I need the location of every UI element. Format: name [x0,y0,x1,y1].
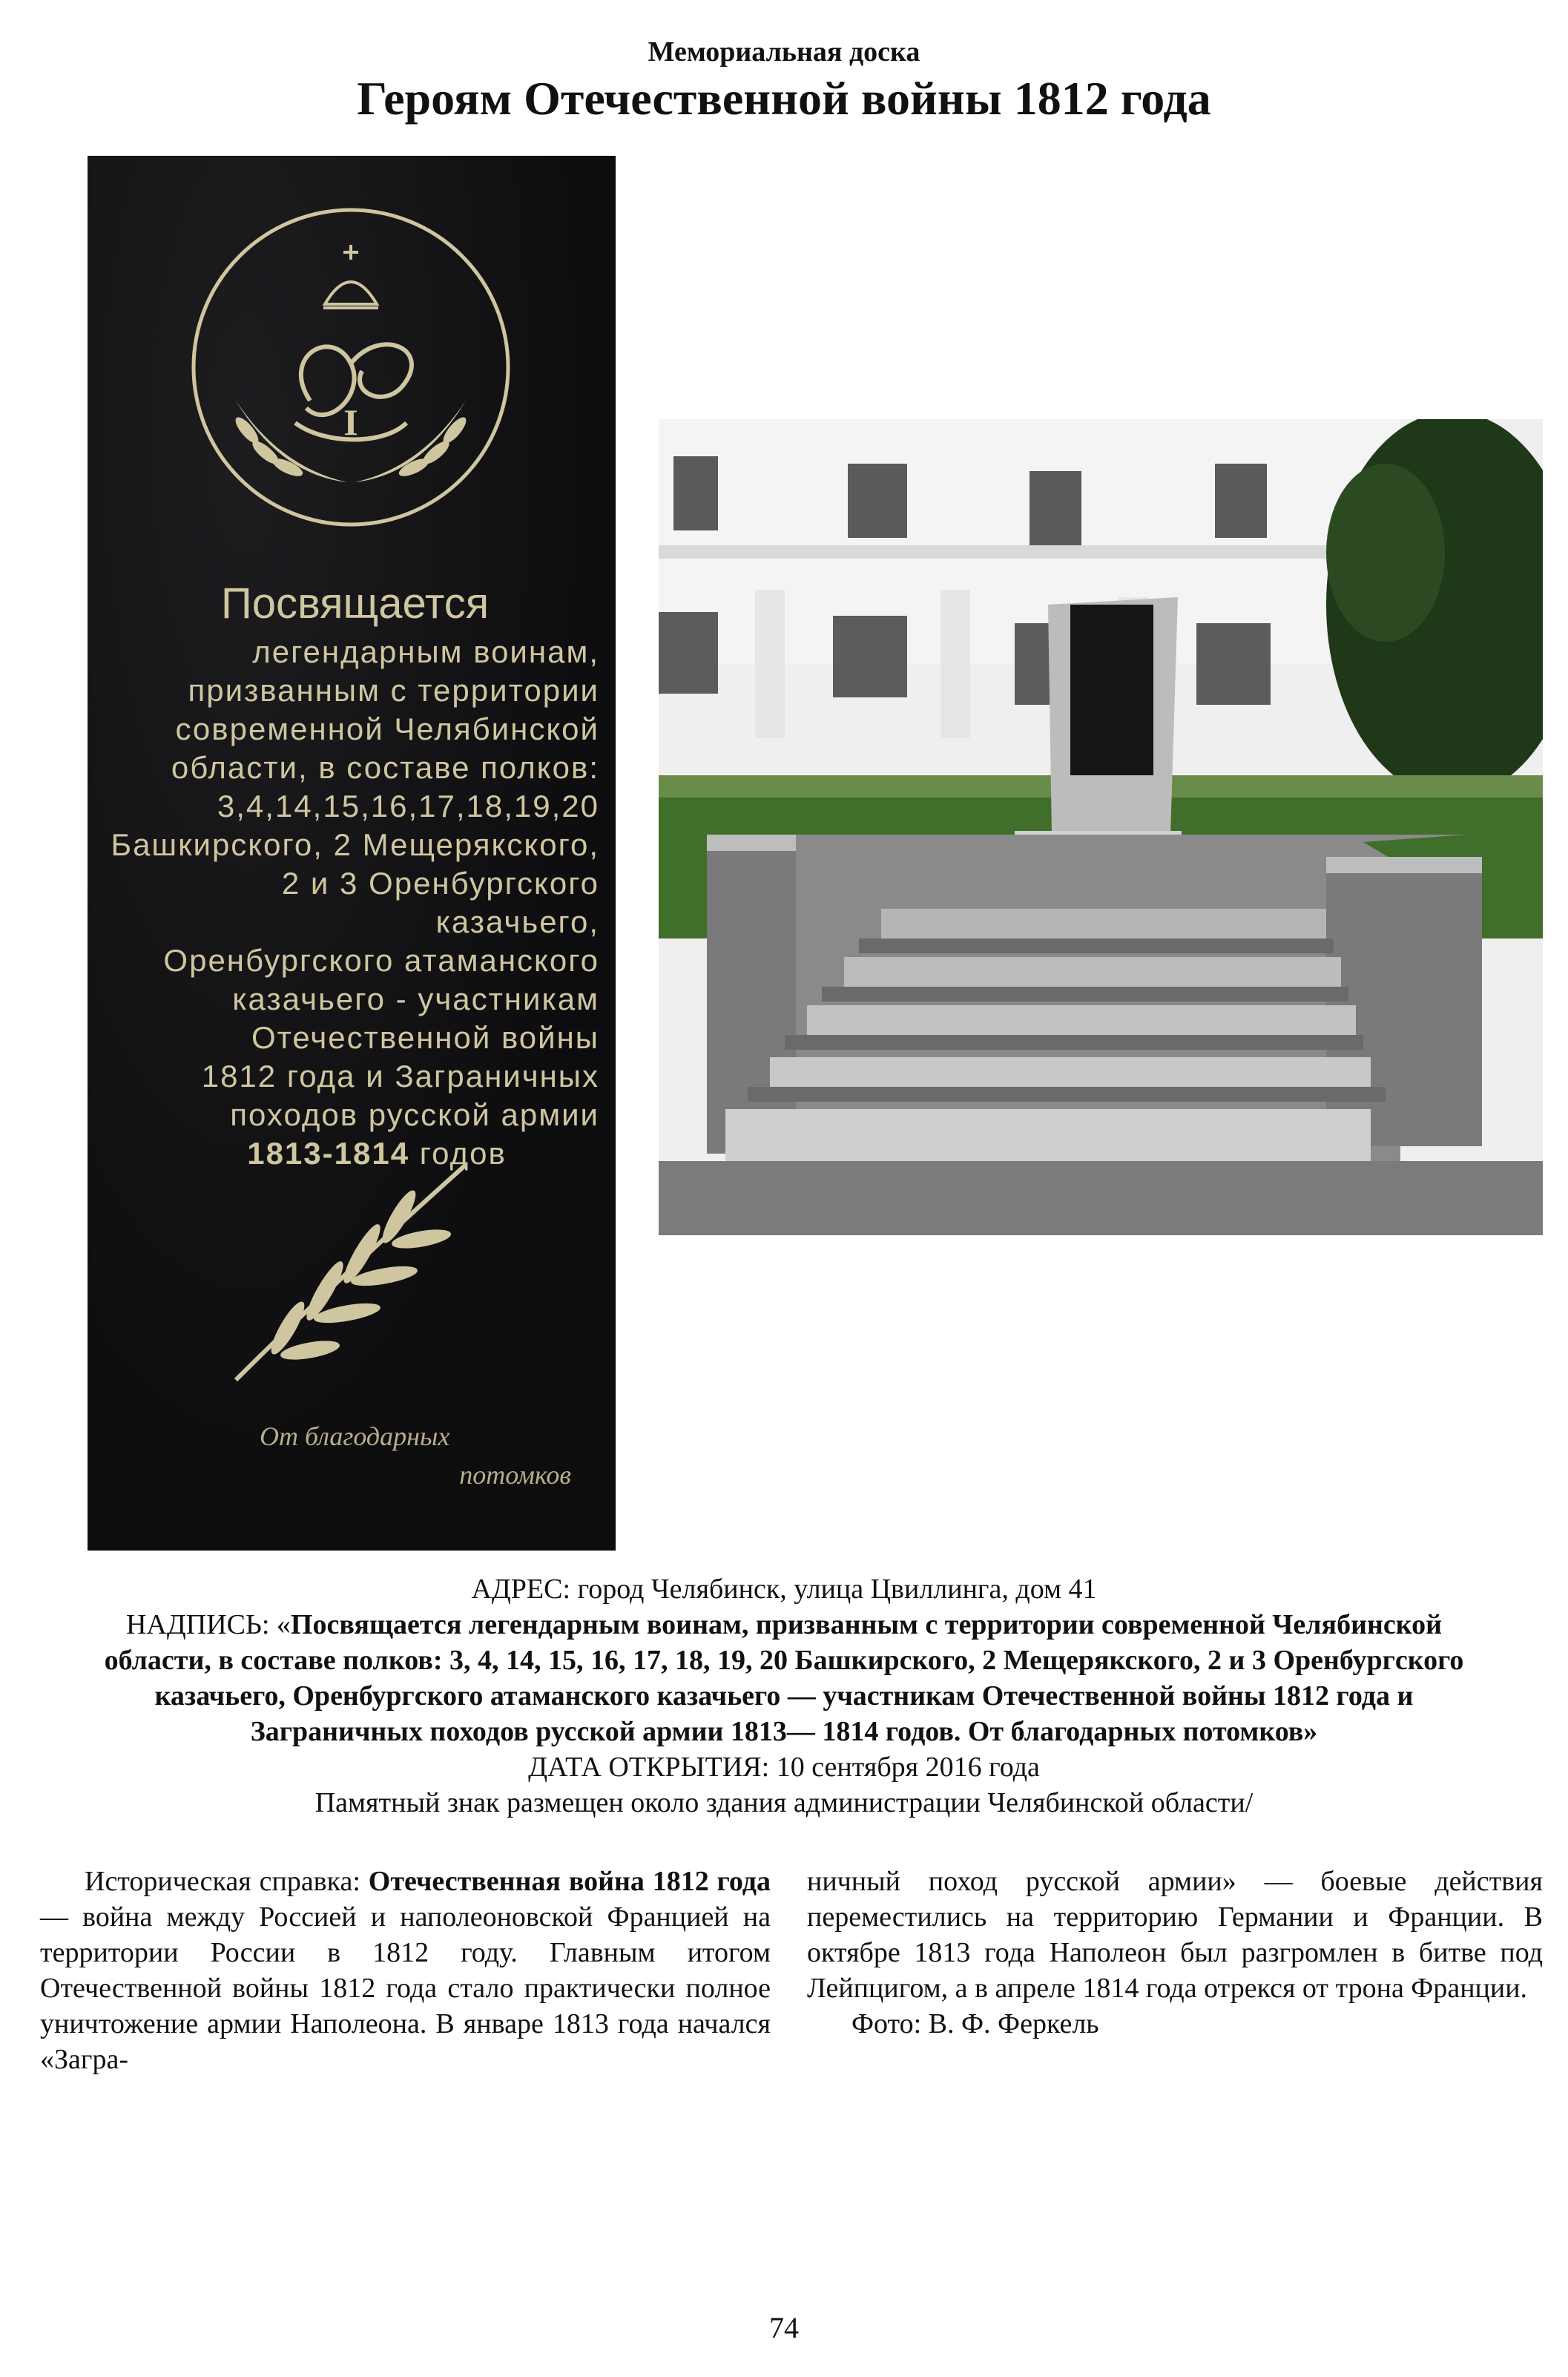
plaque-photo [88,156,616,1551]
plaque-years-suffix: годов [409,1136,507,1171]
opening-label: ДАТА ОТКРЫТИЯ: [528,1752,770,1783]
plaque-line: Башкирского, 2 Мещерякского, [111,827,599,862]
page-title: Героям Отечественной войны 1812 года [357,72,1211,125]
monument-photo-illustration [659,419,1543,1235]
plaque-line: 1812 года и Заграничных [201,1059,599,1094]
history-intro: Историческая справка: [85,1866,369,1897]
plaque-footer-line: От благодарных [260,1421,450,1451]
plaque-line: Оренбургского атаманского [163,943,599,978]
plaque-years: 1813-1814 [247,1136,410,1171]
location-note: Памятный знак размещен около здания администрации Челябинской области/ [314,1787,1254,1818]
plaque-line: Отечественной войны [251,1020,599,1055]
plaque-line: казачьего - участникам [232,982,599,1016]
address-line [45,1571,1523,1607]
opening-date-line [45,1749,1523,1785]
inscription-line [45,1607,1523,1749]
plaque-line: призванным с территории [188,673,599,708]
plaque-line: походов русской армии [230,1097,599,1132]
palm-branch-icon [236,1165,466,1380]
crown-icon [323,245,378,308]
history-text-left: — война между Россией и наполеоновской Францией на территории России в 1812 году. Главным итогом Отечественной войны 1812 года стало практически полное уничтожение армии Наполеона. В январе 1813 года начался «Загра- [40,1901,771,2075]
plaque-line: 2 и 3 Оренбургского казачьего, [281,866,599,939]
plaque-line: области, в составе полков: [171,750,599,785]
history-column-right [807,1864,1543,2042]
address-label: АДРЕС: [471,1574,571,1605]
page-number: 74 [769,2311,799,2344]
page-subtitle: Мемориальная доска [648,36,920,68]
history-column-left [40,1864,771,2077]
monument-info [45,1571,1523,1821]
plaque-line: 3,4,14,15,16,17,18,19,20 [217,789,599,823]
plaque-years-line [110,1134,599,1173]
opening-value: 10 сентября 2016 года [769,1752,1040,1783]
monument-photo [659,419,1543,1235]
history-text-right: ничный поход русской армии» — боевые действия переместились на территорию Германии и Франции. В октябре 1813 года Наполеон был разгромлен в битве под Лейпцигом, а в апреле 1814 года отрекся от трона Франции. [807,1866,1543,2004]
plaque-footer [260,1417,571,1494]
plaque-line: современной Челябинской [175,711,599,746]
address-value: город Челябинск, улица Цвиллинга, дом 41 [570,1574,1097,1605]
history-bold: Отечественная война 1812 года [368,1866,771,1897]
plaque-inscription [110,579,599,1173]
inscription-label: НАДПИСЬ: « [125,1609,291,1640]
monogram-numeral: I [343,401,358,443]
inscription-text: Посвящается легендарным воинам, призванным с территории современной Челябинской области, в составе полков: 3, 4, 14, 15, 16, 17, 18, 19, 20 Башкирского, 2 Мещерякского, 2 и 3 Оренбургского казачьего, Оренбургского атаманского казачьего — участникам Отечественной войны 1812 года и Заграничных походов русской армии 1813— 1814 годов. От благодарных потомков [104,1609,1464,1747]
plaque-heading: Посвящается [221,579,490,628]
inscription-close: » [1303,1716,1318,1747]
plaque-line: легендарным воинам, [252,634,599,669]
photo-credit: Фото: В. Ф. Феркель [851,2008,1099,2039]
plaque-footer-line: потомков [459,1460,571,1490]
